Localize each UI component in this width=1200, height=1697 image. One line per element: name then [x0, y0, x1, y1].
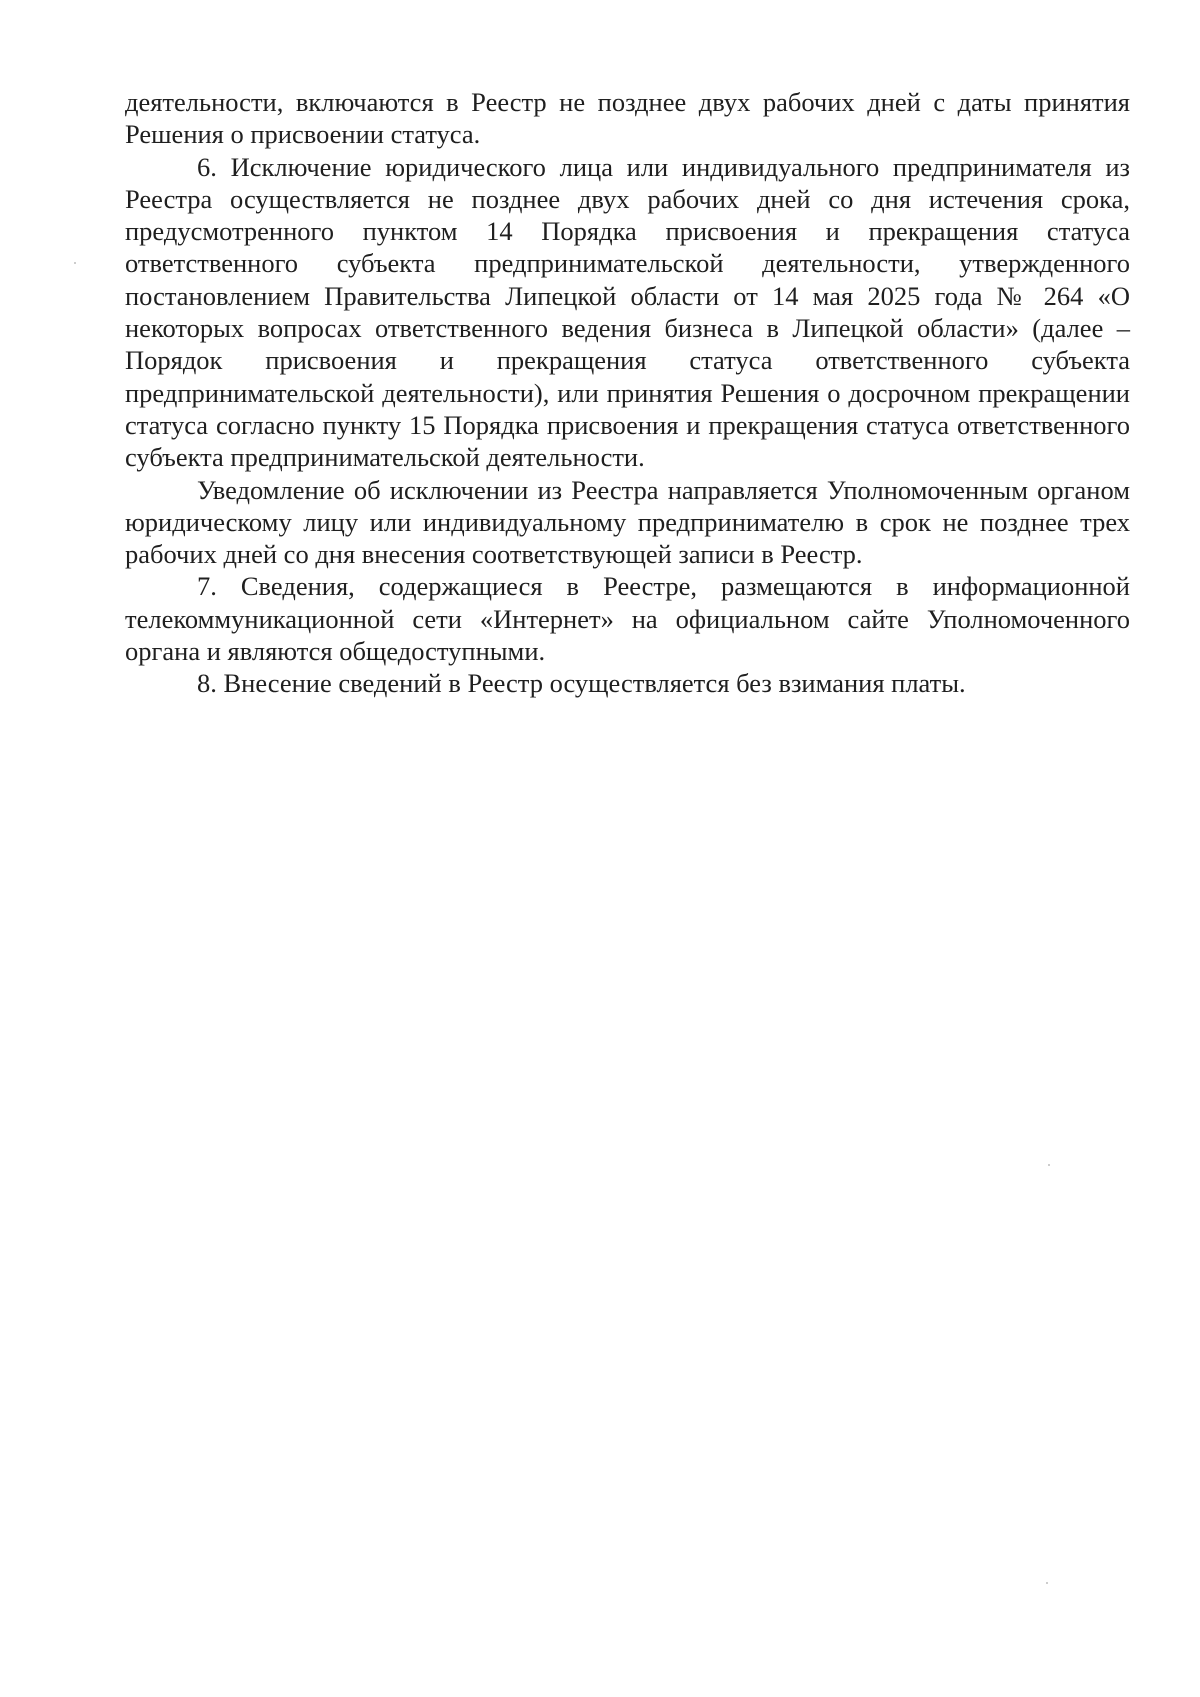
paragraph-item-8: 8. Внесение сведений в Реестр осуществляется без взимания платы.: [197, 668, 966, 699]
scan-speck: [1046, 1582, 1048, 1584]
document-body: [125, 86, 1130, 700]
paragraph-continuation: деятельности, включаются в Реестр не позднее двух рабочих дней с даты принятия Решения о присвоении статуса.: [125, 87, 1130, 150]
paragraph-item-6: 6. Исключение юридического лица или индивидуального предпринимателя из Реестра осуществляется не позднее двух рабочих дней со дня истечения срока, предусмотренного пунктом 14 Порядка присвоения и прекращения статуса ответственного субъекта предпринимательской деятельности, утвержденного постановлением Правительства Липецкой области от 14 мая 2025 года № 264 «О некоторых вопросах ответственного ведения бизнеса в Липецкой области» (далее – Порядок присвоения и прекращения статуса ответственного субъекта предпринимательской деятельности), или принятия Решения о досрочном прекращении статуса согласно пункту 15 Порядка присвоения и прекращения статуса ответственного субъекта предпринимательской деятельности.: [125, 151, 1130, 473]
paragraph-item-7: 7. Сведения, содержащиеся в Реестре, размещаются в информационной телекоммуникационной сети «Интернет» на официальном сайте Уполномоченного органа и являются общедоступными.: [125, 571, 1130, 667]
paragraph-notification: Уведомление об исключении из Реестра направляется Уполномоченным органом юридическому лицу или индивидуальному предпринимателю в срок не позднее трех рабочих дней со дня внесения соответствующей записи в Реестр.: [125, 474, 1130, 570]
scan-speck: [1048, 1164, 1050, 1166]
scan-speck: [74, 262, 76, 264]
